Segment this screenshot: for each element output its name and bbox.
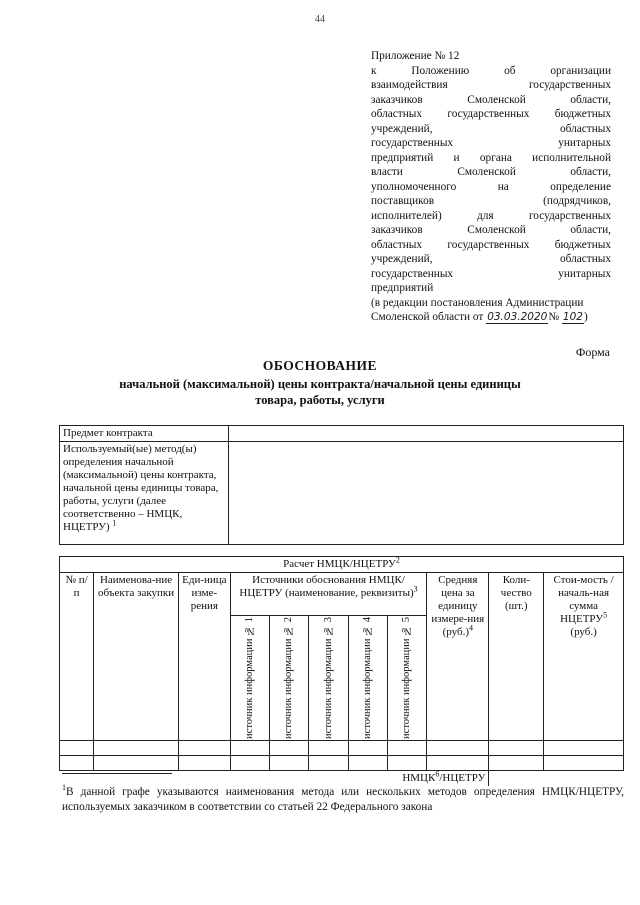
footnote-ref: 2 [395, 555, 400, 565]
document-title: ОБОСНОВАНИЕ [262, 358, 378, 373]
form-label: Форма [575, 345, 610, 359]
table-row [60, 426, 624, 442]
footnote-ref: 1 [112, 518, 117, 528]
handwritten-date: 03.03.2020 [487, 311, 548, 323]
total-label-pre: НМЦК [402, 771, 436, 784]
number-sign: № [548, 311, 560, 323]
cost-unit: (руб.) [570, 626, 597, 638]
total-label-post: /НЦЕТРУ [439, 771, 486, 784]
appendix-line: учреждений, областных [371, 253, 611, 265]
method-label-cell [60, 442, 229, 545]
footnote [62, 785, 624, 815]
calculation-table [59, 556, 624, 786]
calc-title: Расчет НМЦК/НЦЕТРУ [283, 558, 396, 570]
sources-label: Источники обоснования НМЦК/НЦЕТРУ (наименование, реквизиты) [239, 574, 414, 599]
col-unit-header: Еди-ница изме-рения [178, 573, 230, 741]
source-col-5: источник информации № 5 [387, 616, 426, 741]
footnote-mark: 1 [62, 783, 66, 793]
appendix-line: исполнителей) для государственных [371, 209, 611, 222]
footnote-ref: 4 [469, 623, 474, 633]
appendix-line: заказчиков Смоленской области, [371, 224, 611, 236]
col-sources-header [230, 573, 427, 616]
table-row [60, 755, 624, 770]
edition-line: (в редакции постановления Администрации [371, 296, 584, 309]
edition-line [371, 310, 611, 325]
cost-label: Стои-мость / началь-ная сумма НЦЕТРУ [553, 574, 614, 625]
subject-label-cell: Предмет контракта [60, 426, 229, 442]
table-row [60, 573, 624, 616]
appendix-line: предприятий и органа исполнительной [371, 151, 611, 164]
table-row [60, 740, 624, 755]
footnote-ref: 5 [603, 610, 608, 620]
method-label: Используемый(ые) метод(ы) определения начальной (максимальной) цены контракта, начальной цены единицы товара, работы, услуги (далее соответственно – НМЦК, НЦЕТРУ) [63, 443, 219, 533]
page-number: 44 [315, 14, 325, 25]
source-col-3: источник информации № 3 [309, 616, 348, 741]
contract-info-table [59, 425, 624, 545]
source-col-4: источник информации № 4 [348, 616, 387, 741]
appendix-line: областных государственных бюджетных [371, 238, 611, 251]
table-row [60, 557, 624, 573]
col-qty-header: Коли-чество (шт.) [489, 573, 544, 741]
edition-prefix: Смоленской области от [371, 311, 484, 323]
col-name-header: Наименова-ние объекта закупки [94, 573, 179, 741]
document-subtitle [0, 376, 640, 408]
avg-label: Средняя цена за единицу измере-ния (руб.) [431, 574, 485, 638]
subject-value-cell [229, 426, 624, 442]
source-col-2: источник информации № 2 [270, 616, 309, 741]
appendix-line: уполномоченного на определение [371, 180, 611, 193]
edition-close: ) [583, 311, 588, 323]
appendix-line: областных государственных бюджетных [371, 108, 611, 120]
source-col-1: источник информации № 1 [230, 616, 269, 741]
appendix-line: Приложение № 12 [371, 50, 460, 62]
subtitle-line: начальной (максимальной) цены контракта/начальной цены единицы [119, 377, 521, 391]
appendix-line: государственных унитарных [371, 137, 611, 149]
col-avg-header [427, 573, 489, 741]
appendix-line: взаимодействия государственных [371, 79, 611, 91]
appendix-header [371, 49, 611, 325]
appendix-line: заказчиков Смоленской области, [371, 93, 611, 106]
footnote-ref: 3 [413, 584, 418, 594]
col-num-header: № п/п [60, 573, 94, 741]
appendix-line: поставщиков (подрядчиков, [371, 195, 611, 207]
subtitle-line: товара, работы, услуги [255, 393, 385, 407]
appendix-line: к Положению об организации [371, 64, 611, 77]
appendix-line: предприятий [371, 282, 434, 294]
appendix-line: государственных унитарных [371, 267, 611, 280]
handwritten-number: 102 [562, 311, 583, 323]
footnote-text: В данной графе указываются наименования метода или нескольких методов определения НМЦК/НЦЕТРУ, используемых заказчиком в соответствии со статьей 22 Федерального закона [62, 786, 624, 813]
footnote-ref: 6 [435, 769, 440, 779]
calc-title-cell [60, 557, 624, 573]
footnote-separator [62, 773, 172, 774]
col-cost-header [544, 573, 624, 741]
appendix-line: учреждений, областных [371, 122, 611, 135]
method-value-cell [229, 442, 624, 545]
table-row [60, 442, 624, 545]
appendix-line: власти Смоленской области, [371, 166, 611, 178]
